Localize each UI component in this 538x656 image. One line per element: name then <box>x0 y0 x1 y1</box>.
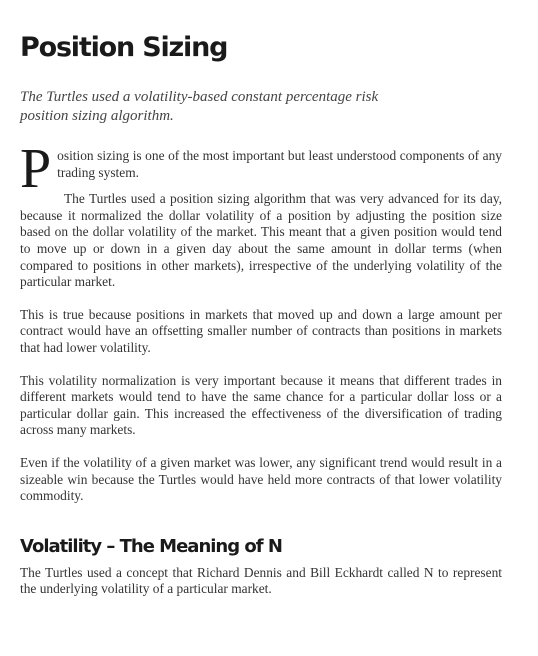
drop-cap: P <box>20 138 52 200</box>
section-heading-volatility: Volatility – The Meaning of N <box>20 535 282 557</box>
page-title: Position Sizing <box>20 32 228 63</box>
section2-paragraph-1: The Turtles used a concept that Richard Dennis and Bill Eckhardt called N to represent the underlying volatility of a particular market. <box>20 564 502 597</box>
paragraph-1: osition sizing is one of the most important but least understood components of any trading system. <box>57 148 502 180</box>
paragraph-3: This is true because positions in markets that moved up and down a large amount per contract would have an offsetting smaller number of contracts than positions in markets that had lower volatility. <box>20 306 502 355</box>
lead-paragraph: The Turtles used a volatility-based constant percentage risk position sizing algorithm. <box>20 89 379 124</box>
paragraph-2: The Turtles used a position sizing algorithm that was very advanced for its day, because it normalized the dollar volatility of a position by adjusting the position size based on the dollar volatility of the market. This meant that a given position would tend to move up or down in a given day about the same amount in dollar terms (when compared to positions in other markets), irrespective of the underlying volatility of the particular market. <box>20 191 502 290</box>
paragraph-5: Even if the volatility of a given market was lower, any significant trend would result in a sizeable win because the Turtles would have held more contracts of that lower volatility commodity. <box>20 454 502 504</box>
document-page <box>20 30 502 598</box>
paragraph-4: This volatility normalization is very important because it means that different trades in different markets would tend to have the same chance for a particular dollar loss or a particular dollar gain. This increased the effectiveness of the diversification of trading across many markets. <box>20 372 502 438</box>
intro-paragraph <box>20 138 502 200</box>
